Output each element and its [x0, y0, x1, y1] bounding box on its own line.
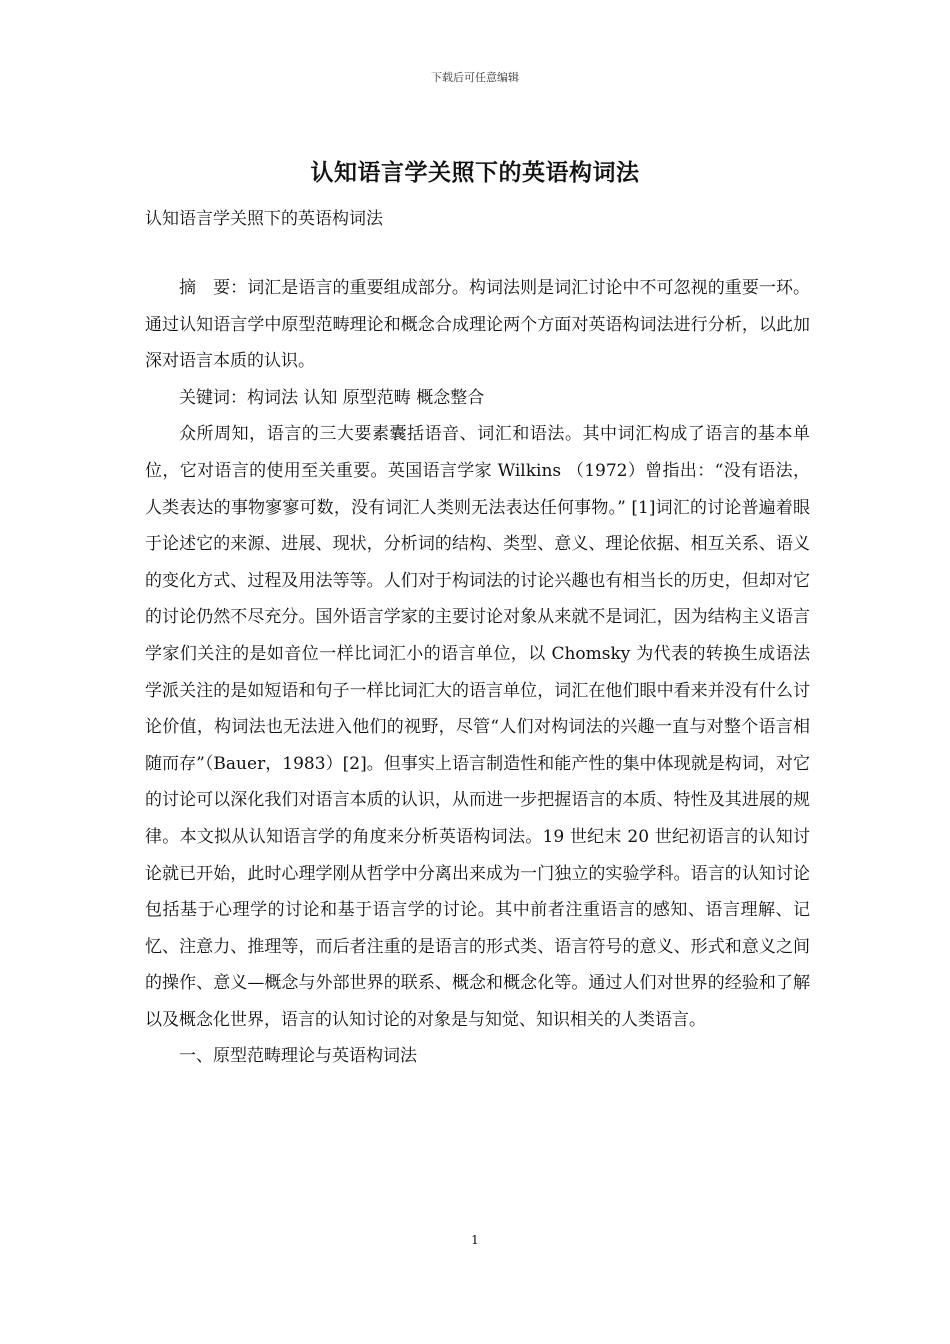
abstract-paragraph: 摘 要：词汇是语言的重要组成部分。构词法则是词汇讨论中不可忽视的重要一环。通过认知语言学中原型范畴理论和概念合成理论两个方面对英语构词法进行分析，以此加深对语言本质的认识。: [145, 278, 810, 372]
page-number: 1: [471, 1233, 479, 1247]
header-note: 下载后可任意编辑: [431, 71, 519, 84]
section-heading: 一、原型范畴理论与英语构词法: [179, 1046, 417, 1067]
body-paragraph: 众所周知，语言的三大要素囊括语音、词汇和语法。其中词汇构成了语言的基本单位，它对语言的使用至关重要。英国语言学家 Wilkins （1972）曾指出：“没有语法，人类表达的事物寥寥可数，没有词汇人类则无法表达任何事物。” [1]词汇的讨论普遍着眼于论述它的来源、进展、现状，分析词的结构、类型、意义、理论依据、相互关系、语义的变化方式、过程及用法等等。人们对于构词法的讨论兴趣也有相当长的历史，但却对它的讨论仍然不尽充分。国外语言学家的主要讨论对象从来就不是词汇，因为结构主义语言学家们关注的是如音位一样比词汇小的语言单位，以 Chomsky 为代表的转换生成语法学派关注的是如短语和句子一样比词汇大的语言单位，词汇在他们眼中看来并没有什么讨论价值，构词法也无法进入他们的视野，尽管“人们对构词法的兴趣一直与对整个语言相随而存”（Bauer，1983）[2]。但事实上语言制造性和能产性的集中体现就是构词，对它的讨论可以深化我们对语言本质的认识，从而进一步把握语言的本质、特性及其进展的规律。本文拟从认知语言学的角度来分析英语构词法。19 世纪末 20 世纪初语言的认知讨论就已开始，此时心理学刚从哲学中分离出来成为一门独立的实验学科。语言的认知讨论包括基于心理学的讨论和基于语言学的讨论。其中前者注重语言的感知、语言理解、记忆、注意力、推理等，而后者注重的是语言的形式类、语言符号的意义、形式和意义之间的操作、意义—概念与外部世界的联系、概念和概念化等。通过人们对世界的经验和了解以及概念化世界，语言的认知讨论的对象是与知觉、知识相关的人类语言。: [145, 424, 810, 1030]
keywords-paragraph: 关键词：构词法 认知 原型范畴 概念整合: [179, 387, 485, 408]
document-body: [145, 270, 810, 1075]
document-subtitle: 认知语言学关照下的英语构词法: [145, 209, 383, 229]
document-title: 认知语言学关照下的英语构词法: [310, 159, 640, 186]
